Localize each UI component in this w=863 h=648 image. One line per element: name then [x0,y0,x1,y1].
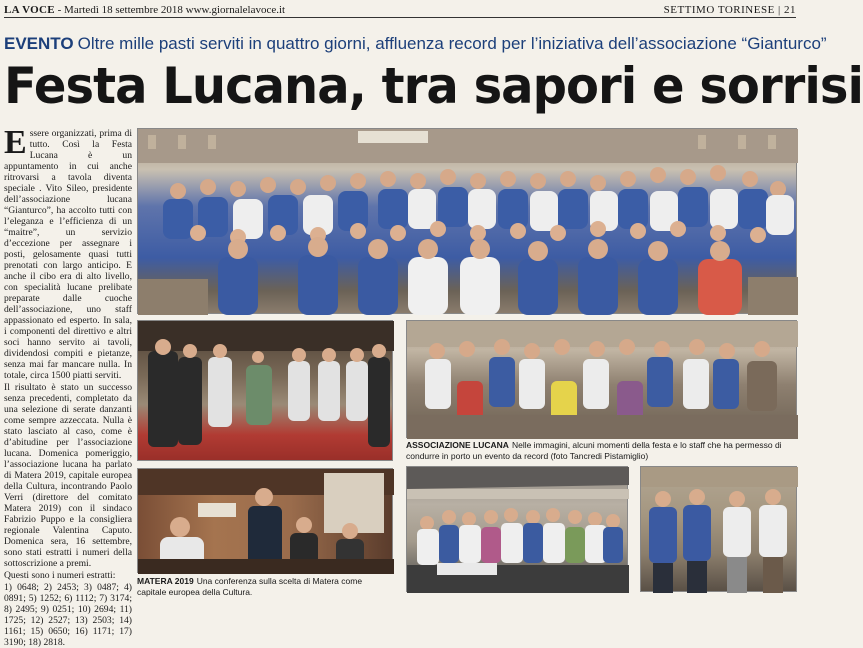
photo-matera-conference [137,468,393,573]
article-paragraph: Questi sono i numeri estratti: [4,570,116,581]
cooks-illustration [407,467,629,593]
kicker [4,34,827,54]
group-photo-staff [137,128,797,314]
group-photo-illustration [138,129,798,315]
drop-cap: E [4,124,27,161]
newspaper-name: LA VOCE [4,3,55,16]
matera-illustration [138,469,394,574]
volunteers-illustration [641,467,798,593]
edition-page: SETTIMO TORINESE | 21 [663,3,796,16]
article-paragraph: Il risultato è stato un successo senza precedenti, completato da una selezione di serate danzanti come sempre azzeccata. Nulla è stato lasciato al caso, come è d’abitudine per l’associazione lucana. Domenica pomeriggio, l’associazione lucana ha parlato di Matera 2019, capitale europea della Cultura, incontrando Paolo Verri (direttore del comitato Matera 2019) con il sindaco Fabrizio Puppo e la consigliera regionale Valentina Caputo. Domenica sera, 16 settembre, sono stati estratti i numeri della sottoscrizione a premi. [4,382,132,569]
issue-date: - Martedì 18 settembre 2018 www.giornalelavoce.it [57,3,286,16]
article-paragraph: Essere organizzati, prima di tutto. Così la Festa Lucana è un appuntamento in cui anche ritrovarsi a tavola diventa speciale . Vito Sileo, presidente dell’associazione lucana “Gianturco”, ha accolto tutti con l’eleganza e l’efficienza di un “maitre”, un servizio d’eccezione per assegnare i posti, gelosamente quasi tutti prenotati con largo anticipo. E anche il cibo era di alto livello, con specialità lucane prelibate preparate dalle cuoche dell’associazione, uno staff appassionato ed esperto. In sala, i componenti del direttivo e altri soci hanno servito ai tavoli, dividendosi compiti e pietanze, senza mai far mancare nulla. In totale, circa 1500 piatti serviti. [4,124,132,381]
caption-text: Una conferenza sulla scelta di Matera come capitale europea della Cultura. [137,576,363,597]
caption-associazione [406,440,797,461]
page-header [4,2,796,18]
ceremony-illustration [138,321,394,462]
kitchen-staff-illustration [407,321,798,439]
caption-tag: ASSOCIAZIONE LUCANA [406,440,509,450]
article-body [4,124,132,648]
photo-cooks [406,466,628,592]
caption-tag: MATERA 2019 [137,576,194,586]
lottery-numbers: 1) 0648; 2) 2453; 3) 0487; 4) 0891; 5) 1252; 6) 1112; 7) 3174; 8) 2495; 9) 0251; 10) 2694; 11) 1725; 12) 2527; 13) 2503; 14) 1161; 15) 0650; 16) 1171; 17) 3190; 18) 2818. [4,582,132,648]
caption-text: Nelle immagini, alcuni momenti della festa e lo staff che ha permesso di condurre in porto un evento da record (foto Tancredi Pistamiglio) [406,440,782,461]
section-tag: EVENTO [4,34,74,53]
photo-volunteers [640,466,797,592]
photo-kitchen-staff [406,320,797,438]
photo-ceremony [137,320,393,461]
kicker-text: Oltre mille pasti serviti in quattro giorni, affluenza record per l’iniziativa dell’associazione “Gianturco” [77,34,827,53]
header-left [4,4,285,16]
headline: Festa Lucana, tra sapori e sorrisi [4,57,863,115]
caption-matera [137,576,393,597]
